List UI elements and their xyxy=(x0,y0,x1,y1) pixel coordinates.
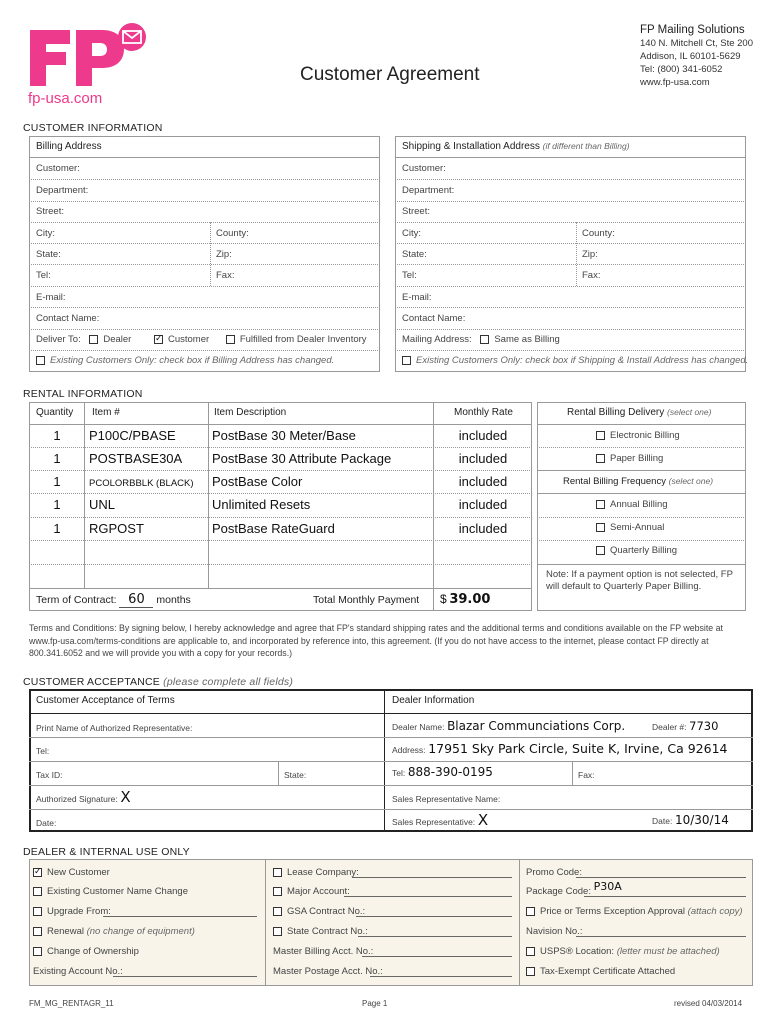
rental-row-qty: 1 xyxy=(53,451,61,466)
semi-annual-label: Semi-Annual xyxy=(610,522,665,533)
total-label: Total Monthly Payment xyxy=(313,594,420,606)
fulfilled-checkbox[interactable] xyxy=(226,335,235,344)
price-exception-note: (attach copy) xyxy=(687,906,743,917)
existing-shipping-checkbox[interactable] xyxy=(402,356,411,365)
total-row xyxy=(440,592,490,607)
electronic-billing-row xyxy=(596,430,680,441)
usps-row xyxy=(526,946,720,957)
customer-info-heading: CUSTOMER INFORMATION xyxy=(23,122,163,134)
frequency-note: (select one) xyxy=(668,476,714,486)
frequency-heading: Rental Billing Frequency xyxy=(563,476,666,487)
dealer-address-value[interactable]: 17951 Sky Park Circle, Suite K, Irvine, Ca 92614 xyxy=(428,741,728,756)
col-monthly-rate: Monthly Rate xyxy=(454,407,513,418)
upgrade-from-label: Upgrade From: xyxy=(47,906,111,917)
total-value[interactable]: 39.00 xyxy=(449,592,491,607)
shipping-customer-label: Customer: xyxy=(402,163,446,174)
billing-customer-label: Customer: xyxy=(36,163,80,174)
sales-rep-name-label: Sales Representative Name: xyxy=(392,794,501,804)
existing-account-label: Existing Account No.: xyxy=(33,966,123,977)
acceptance-right-heading: Dealer Information xyxy=(392,695,475,706)
paper-billing-checkbox[interactable] xyxy=(596,454,605,463)
usps-note: (letter must be attached) xyxy=(616,946,720,957)
dealer-tel-value[interactable]: 888-390-0195 xyxy=(407,765,493,779)
term-row xyxy=(36,592,191,608)
existing-billing-checkbox[interactable] xyxy=(36,356,45,365)
state-contract-label: State Contract No.: xyxy=(287,926,368,937)
acceptance-state-label: State: xyxy=(284,770,307,780)
acceptance-left-heading: Customer Acceptance of Terms xyxy=(36,695,175,706)
acceptance-heading-row xyxy=(23,676,293,688)
customer-checkbox[interactable] xyxy=(154,335,163,344)
dealer-address-label: Address: xyxy=(392,745,426,755)
same-as-billing-checkbox[interactable] xyxy=(480,335,489,344)
paper-billing-label: Paper Billing xyxy=(610,453,664,464)
navision-label: Navision No.: xyxy=(526,926,583,937)
semi-annual-row xyxy=(596,522,664,533)
existing-billing-label: Existing Customers Only: check box if Billing Address has changed. xyxy=(50,355,335,366)
rental-row-desc: PostBase 30 Attribute Package xyxy=(212,451,392,466)
electronic-billing-checkbox[interactable] xyxy=(596,431,605,440)
page-title: Customer Agreement xyxy=(300,64,480,85)
dealer-date-label: Date: xyxy=(652,816,673,826)
print-name-label: Print Name of Authorized Representative: xyxy=(36,723,193,733)
fp-logo-mark xyxy=(28,22,158,92)
acceptance-heading: CUSTOMER ACCEPTANCE xyxy=(23,676,161,688)
frequency-heading-row xyxy=(563,476,713,487)
billing-note: Note: If a payment option is not selected, FP will default to Quarterly Paper Billing. xyxy=(546,569,733,592)
major-account-row xyxy=(273,886,350,897)
rental-row-item: POSTBASE30A xyxy=(89,451,183,466)
shipping-note: (if different than Billing) xyxy=(542,141,630,151)
lease-company-row xyxy=(273,867,359,878)
rental-row-item: PCOLORBBLK (BLACK) xyxy=(89,478,194,489)
rental-row-rate: included xyxy=(458,474,508,489)
shipping-state-label: State: xyxy=(402,249,427,260)
shipping-zip-label: Zip: xyxy=(582,249,598,260)
tax-exempt-label: Tax-Exempt Certificate Attached xyxy=(540,966,676,977)
price-exception-checkbox[interactable] xyxy=(526,907,535,916)
acceptance-date-label: Date: xyxy=(36,818,57,828)
gsa-contract-checkbox[interactable] xyxy=(273,907,282,916)
billing-zip-label: Zip: xyxy=(216,249,232,260)
promo-code-label: Promo Code: xyxy=(526,867,582,878)
rental-row-desc: Unlimited Resets xyxy=(212,497,311,512)
deliver-to-row xyxy=(36,334,367,345)
delivery-heading: Rental Billing Delivery xyxy=(567,407,665,418)
shipping-heading-row xyxy=(402,141,630,152)
quarterly-checkbox[interactable] xyxy=(596,546,605,555)
change-owner-row xyxy=(33,946,139,957)
state-contract-row xyxy=(273,926,368,937)
dealer-number-value[interactable]: 7730 xyxy=(689,719,719,733)
billing-email-label: E-mail: xyxy=(36,292,66,303)
term-unit: months xyxy=(156,594,191,606)
col-item: Item # xyxy=(92,407,120,418)
major-account-checkbox[interactable] xyxy=(273,887,282,896)
dealer-date-row xyxy=(652,813,729,827)
rental-row-rate: included xyxy=(458,521,508,536)
company-block xyxy=(640,24,753,89)
dealer-tel-row xyxy=(392,765,493,779)
rental-row-item: P100C/PBASE xyxy=(89,428,176,443)
dealer-number-label: Dealer #: xyxy=(652,722,687,732)
shipping-county-label: County: xyxy=(582,228,615,239)
footer-form-id: FM_MG_RENTAGR_11 xyxy=(29,999,114,1008)
existing-change-label: Existing Customer Name Change xyxy=(47,886,188,897)
billing-street-label: Street: xyxy=(36,206,64,217)
mailing-address-row xyxy=(402,334,560,345)
tax-exempt-row xyxy=(526,966,675,977)
billing-contact-label: Contact Name: xyxy=(36,313,100,324)
rental-row-qty: 1 xyxy=(53,474,61,489)
fulfilled-label: Fulfilled from Dealer Inventory xyxy=(239,334,367,345)
upgrade-from-row xyxy=(33,906,111,917)
existing-change-checkbox[interactable] xyxy=(33,887,42,896)
billing-county-label: County: xyxy=(216,228,249,239)
dealer-number-row xyxy=(652,719,718,733)
acceptance-note: (please complete all fields) xyxy=(163,676,294,688)
shipping-email-label: E-mail: xyxy=(402,292,432,303)
acceptance-tel-label: Tel: xyxy=(36,746,50,756)
existing-shipping-row xyxy=(402,355,748,366)
billing-fax-label: Fax: xyxy=(216,270,235,281)
gsa-contract-row xyxy=(273,906,365,917)
rental-row-qty: 1 xyxy=(53,428,61,443)
billing-state-label: State: xyxy=(36,249,61,260)
shipping-heading: Shipping & Installation Address xyxy=(402,141,540,152)
new-customer-checkbox[interactable] xyxy=(33,868,42,877)
sales-rep-label: Sales Representative: xyxy=(392,817,476,827)
annual-billing-row xyxy=(596,499,668,510)
renewal-label: Renewal xyxy=(47,926,84,937)
annual-billing-checkbox[interactable] xyxy=(596,500,605,509)
renewal-checkbox[interactable] xyxy=(33,927,42,936)
tax-id-label: Tax ID: xyxy=(36,770,63,780)
rental-row-qty: 1 xyxy=(53,521,61,536)
renewal-row xyxy=(33,926,195,937)
lease-company-label: Lease Company: xyxy=(287,867,359,878)
terms-text: Terms and Conditions: By signing below, I hereby acknowledge and agree that FP's standard shipping rates and the additional terms and conditions available on the FP website at www.fp-usa.com/terms-conditions are applicable to, and incorporated by reference into, this agreement. (If you do not have access to the internet, please contact FP directly at 800.341.6052 and we will provide you with a copy for your records.) xyxy=(29,623,723,658)
sales-rep-mark[interactable]: X xyxy=(477,811,489,829)
total-currency: $ xyxy=(440,592,447,606)
rental-row-rate: included xyxy=(458,451,508,466)
dealer-checkbox[interactable] xyxy=(89,335,98,344)
shipping-street-label: Street: xyxy=(402,206,430,217)
company-address1: 140 N. Mitchell Ct, Ste 200 xyxy=(640,38,753,49)
shipping-city-label: City: xyxy=(402,228,421,239)
dealer-address-row xyxy=(392,741,727,756)
lease-company-checkbox[interactable] xyxy=(273,868,282,877)
dealer-name-row xyxy=(392,719,625,733)
shipping-fax-label: Fax: xyxy=(582,270,601,281)
existing-shipping-label: Existing Customers Only: check box if Shipping & Install Address has changed. xyxy=(416,355,749,366)
package-code-value[interactable]: P30A xyxy=(593,880,622,893)
new-customer-label: New Customer xyxy=(47,867,110,878)
billing-department-label: Department: xyxy=(36,185,89,196)
rental-row-item: RGPOST xyxy=(89,521,144,536)
quarterly-row xyxy=(596,545,677,556)
electronic-billing-label: Electronic Billing xyxy=(610,430,680,441)
change-owner-label: Change of Ownership xyxy=(47,946,139,957)
col-description: Item Description xyxy=(214,407,287,418)
dealer-tel-label: Tel: xyxy=(392,768,406,778)
same-as-billing-label: Same as Billing xyxy=(494,334,560,345)
state-contract-checkbox[interactable] xyxy=(273,927,282,936)
signature-label: Authorized Signature: xyxy=(36,794,118,804)
deliver-to-label: Deliver To: xyxy=(36,334,81,345)
footer-page: Page 1 xyxy=(362,999,388,1008)
rental-row-desc: PostBase Color xyxy=(212,474,303,489)
gsa-contract-label: GSA Contract No.: xyxy=(287,906,366,917)
price-exception-label: Price or Terms Exception Approval xyxy=(540,906,686,917)
col-quantity: Quantity xyxy=(36,407,74,418)
billing-heading: Billing Address xyxy=(36,141,102,152)
master-billing-label: Master Billing Acct. No.: xyxy=(273,946,374,957)
change-owner-checkbox[interactable] xyxy=(33,947,42,956)
company-name: FP Mailing Solutions xyxy=(640,24,745,36)
dealer-label: Dealer xyxy=(103,334,132,345)
price-exception-row xyxy=(526,906,743,917)
customer-label: Customer xyxy=(167,334,210,345)
renewal-note: (no change of equipment) xyxy=(86,926,195,937)
dealer-date-value[interactable]: 10/30/14 xyxy=(674,813,729,827)
quarterly-label: Quarterly Billing xyxy=(610,545,678,556)
term-label: Term of Contract: xyxy=(36,594,117,606)
tax-exempt-checkbox[interactable] xyxy=(526,967,535,976)
master-postage-label: Master Postage Acct. No.: xyxy=(273,966,383,977)
semi-annual-checkbox[interactable] xyxy=(596,523,605,532)
new-customer-row xyxy=(33,867,110,878)
dealer-name-label: Dealer Name: xyxy=(392,722,445,732)
usps-label: USPS® Location: xyxy=(540,946,615,957)
existing-billing-row xyxy=(36,355,334,366)
company-web: www.fp-usa.com xyxy=(640,77,710,88)
company-address2: Addison, IL 60101-5629 xyxy=(640,51,741,62)
dealer-name-value[interactable]: Blazar Communciations Corp. xyxy=(447,719,626,733)
rental-heading: RENTAL INFORMATION xyxy=(23,388,143,400)
major-account-label: Major Account: xyxy=(287,886,350,897)
footer-revised: revised 04/03/2014 xyxy=(674,999,743,1008)
shipping-contact-label: Contact Name: xyxy=(402,313,466,324)
billing-city-label: City: xyxy=(36,228,55,239)
sales-rep-row xyxy=(392,811,488,829)
annual-billing-label: Annual Billing xyxy=(610,499,668,510)
delivery-note: (select one) xyxy=(667,407,712,417)
shipping-department-label: Department: xyxy=(402,185,455,196)
fp-logo xyxy=(28,22,158,92)
company-tel: Tel: (800) 341-6052 xyxy=(640,64,723,75)
rental-row-item: UNL xyxy=(89,497,116,512)
rental-row-desc: PostBase RateGuard xyxy=(212,521,335,536)
delivery-heading-row xyxy=(567,407,711,418)
usps-checkbox[interactable] xyxy=(526,947,535,956)
logo-url: fp-usa.com xyxy=(28,90,103,107)
signature-mark[interactable]: X xyxy=(120,788,131,806)
upgrade-from-checkbox[interactable] xyxy=(33,907,42,916)
mailing-address-label: Mailing Address: xyxy=(402,334,472,345)
billing-tel-label: Tel: xyxy=(36,270,51,281)
rental-row-desc: PostBase 30 Meter/Base xyxy=(212,428,356,443)
rental-row-qty: 1 xyxy=(53,497,61,512)
term-value[interactable]: 60 xyxy=(119,592,153,608)
shipping-tel-label: Tel: xyxy=(402,270,417,281)
signature-row xyxy=(36,788,131,806)
paper-billing-row xyxy=(596,453,663,464)
rental-row-rate: included xyxy=(458,497,508,512)
rental-row-rate: included xyxy=(458,428,508,443)
internal-heading: DEALER & INTERNAL USE ONLY xyxy=(23,846,190,858)
package-code-label: Package Code: xyxy=(526,886,591,897)
existing-change-row xyxy=(33,886,188,897)
dealer-fax-label: Fax: xyxy=(578,770,595,780)
